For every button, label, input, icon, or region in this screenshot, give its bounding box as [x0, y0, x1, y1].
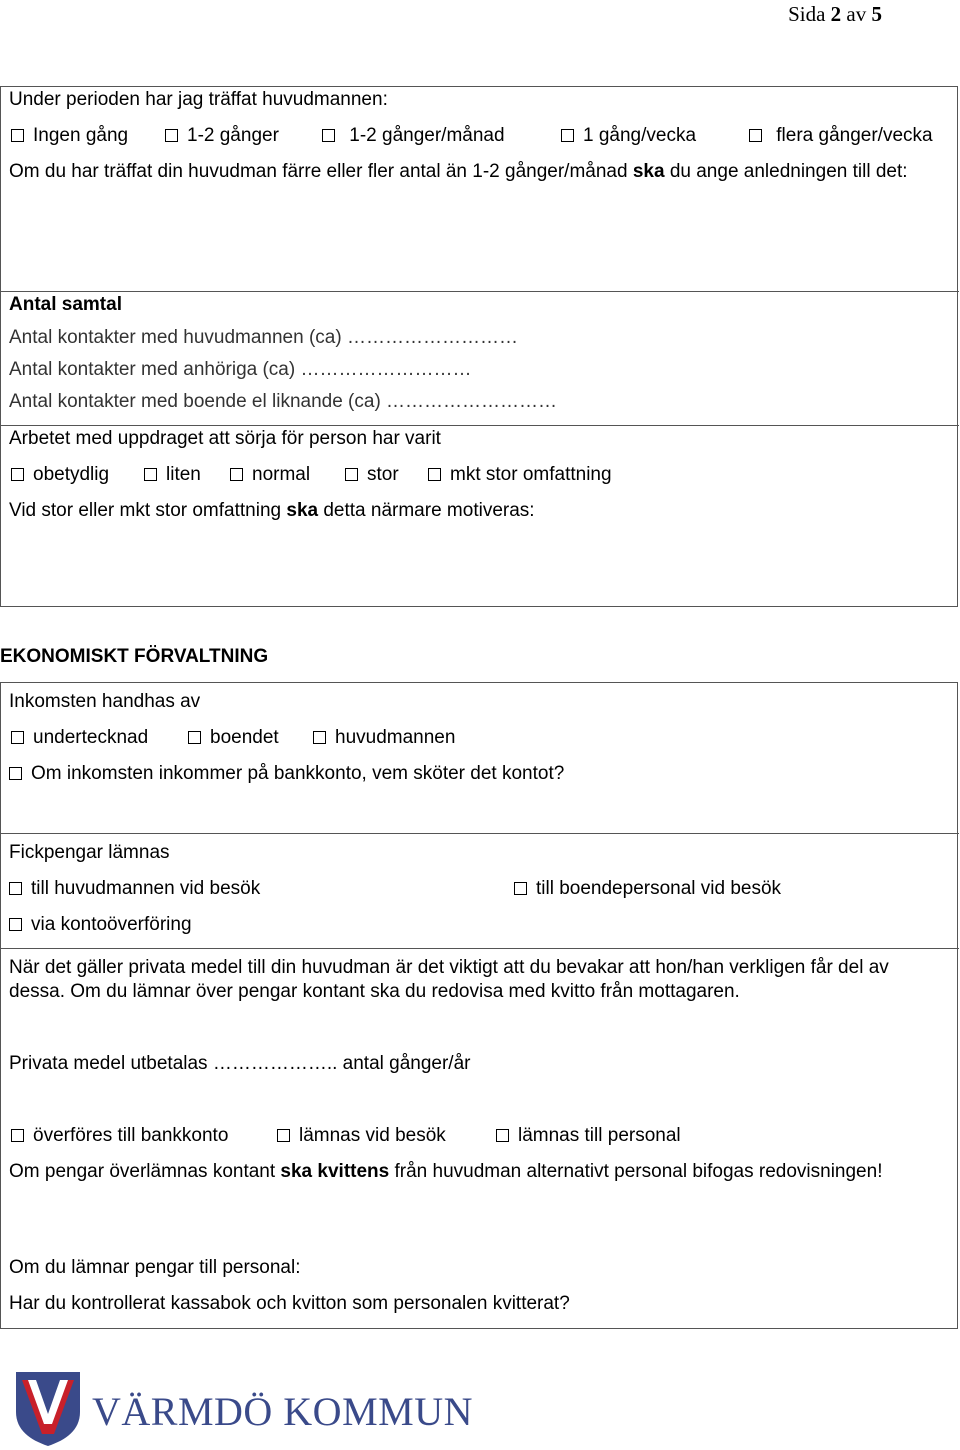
option-undertecknad[interactable]: undertecknad — [11, 726, 148, 750]
meetings-note: Om du har träffat din huvudman färre eller fler antal än 1-2 gånger/månad ska du ange anledningen till det: — [9, 161, 908, 182]
contacts-anhoriga[interactable]: Antal kontakter med anhöriga (ca) ……………………… — [9, 359, 472, 380]
option-till-personal[interactable]: lämnas till personal — [496, 1124, 681, 1148]
option-pocket-kontooverforing[interactable]: via kontoöverföring — [9, 913, 192, 937]
option-ingen-gang[interactable]: Ingen gång — [11, 124, 128, 148]
option-liten[interactable]: liten — [144, 463, 201, 487]
varmdo-shield-logo — [14, 1368, 84, 1448]
option-1-2-ganger-manad[interactable]: 1-2 gånger/månad — [322, 124, 505, 148]
checkbox-icon[interactable] — [749, 129, 762, 142]
checkbox-icon[interactable] — [428, 468, 441, 481]
checkbox-icon[interactable] — [313, 731, 326, 744]
checkbox-icon[interactable] — [11, 129, 24, 142]
divider — [1, 948, 959, 949]
checkbox-icon[interactable] — [496, 1129, 509, 1142]
meetings-box — [0, 86, 958, 607]
scope-options — [9, 463, 709, 487]
checkbox-icon[interactable] — [11, 731, 24, 744]
checkbox-icon[interactable] — [11, 468, 24, 481]
option-pocket-boendepersonal[interactable]: till boendepersonal vid besök — [514, 877, 781, 901]
checkbox-icon[interactable] — [9, 767, 22, 780]
checkbox-icon[interactable] — [322, 129, 335, 142]
page-label: Sida — [788, 2, 826, 26]
section-title-economy: EKONOMISKT FÖRVALTNING — [0, 646, 269, 667]
option-huvudmannen[interactable]: huvudmannen — [313, 726, 455, 750]
bank-question[interactable]: Om inkomsten inkommer på bankkonto, vem sköter det kontot? — [9, 762, 564, 786]
contacts-huvudman[interactable]: Antal kontakter med huvudmannen (ca) ……………………… — [9, 327, 518, 348]
income-options — [9, 726, 509, 750]
staff-question: Har du kontrollerat kassabok och kvitton som personalen kvitterat? — [9, 1293, 570, 1314]
option-pocket-huvudman[interactable]: till huvudmannen vid besök — [9, 877, 260, 901]
logo-text: VÄRMDÖ KOMMUN — [92, 1389, 473, 1434]
option-stor[interactable]: stor — [345, 463, 399, 487]
divider — [1, 833, 959, 834]
private-paid[interactable]: Privata medel utbetalas ……………….. antal gånger/år — [9, 1053, 471, 1074]
scope-title: Arbetet med uppdraget att sörja för person har varit — [9, 428, 441, 449]
option-obetydlig[interactable]: obetydlig — [11, 463, 109, 487]
private-note: När det gäller privata medel till din huvudman är det viktigt att du bevakar att hon/han verkligen får del av dessa. Om du lämnar över pengar kontant ska du redovisa med kvitto från mottagaren. — [9, 957, 889, 1002]
checkbox-icon[interactable] — [345, 468, 358, 481]
page-total: 5 — [871, 2, 882, 26]
checkbox-icon[interactable] — [144, 468, 157, 481]
checkbox-icon[interactable] — [9, 882, 22, 895]
contacts-title: Antal samtal — [9, 294, 122, 315]
checkbox-icon[interactable] — [514, 882, 527, 895]
divider — [1, 291, 959, 292]
checkbox-icon[interactable] — [9, 918, 22, 931]
staff-title: Om du lämnar pengar till personal: — [9, 1257, 301, 1278]
scope-note: Vid stor eller mkt stor omfattning ska detta närmare motiveras: — [9, 500, 535, 521]
meetings-title: Under perioden har jag träffat huvudmannen: — [9, 89, 388, 110]
meetings-options — [9, 124, 949, 148]
option-1-2-ganger[interactable]: 1-2 gånger — [165, 124, 279, 148]
contacts-boende[interactable]: Antal kontakter med boende el liknande (ca) ……………………… — [9, 391, 558, 412]
option-1-gang-vecka[interactable]: 1 gång/vecka — [561, 124, 696, 148]
checkbox-icon[interactable] — [277, 1129, 290, 1142]
checkbox-icon[interactable] — [11, 1129, 24, 1142]
option-flera-ganger-vecka[interactable]: flera gånger/vecka — [749, 124, 933, 148]
transfer-options — [9, 1124, 809, 1148]
option-mkt-stor[interactable]: mkt stor omfattning — [428, 463, 612, 487]
page-separator: av — [846, 2, 867, 26]
checkbox-icon[interactable] — [188, 731, 201, 744]
option-bankkonto[interactable]: överföres till bankkonto — [11, 1124, 228, 1148]
page-current: 2 — [830, 2, 842, 26]
divider — [1, 425, 959, 426]
pocket-title: Fickpengar lämnas — [9, 842, 170, 863]
option-vid-besok[interactable]: lämnas vid besök — [277, 1124, 446, 1148]
option-boendet[interactable]: boendet — [188, 726, 279, 750]
page-number — [788, 2, 882, 27]
option-normal[interactable]: normal — [230, 463, 310, 487]
checkbox-icon[interactable] — [230, 468, 243, 481]
receipt-note: Om pengar överlämnas kontant ska kvittens från huvudman alternativt personal bifogas redovisningen! — [9, 1161, 883, 1182]
checkbox-icon[interactable] — [561, 129, 574, 142]
checkbox-icon[interactable] — [165, 129, 178, 142]
economy-box — [0, 682, 958, 1329]
income-title: Inkomsten handhas av — [9, 691, 201, 712]
